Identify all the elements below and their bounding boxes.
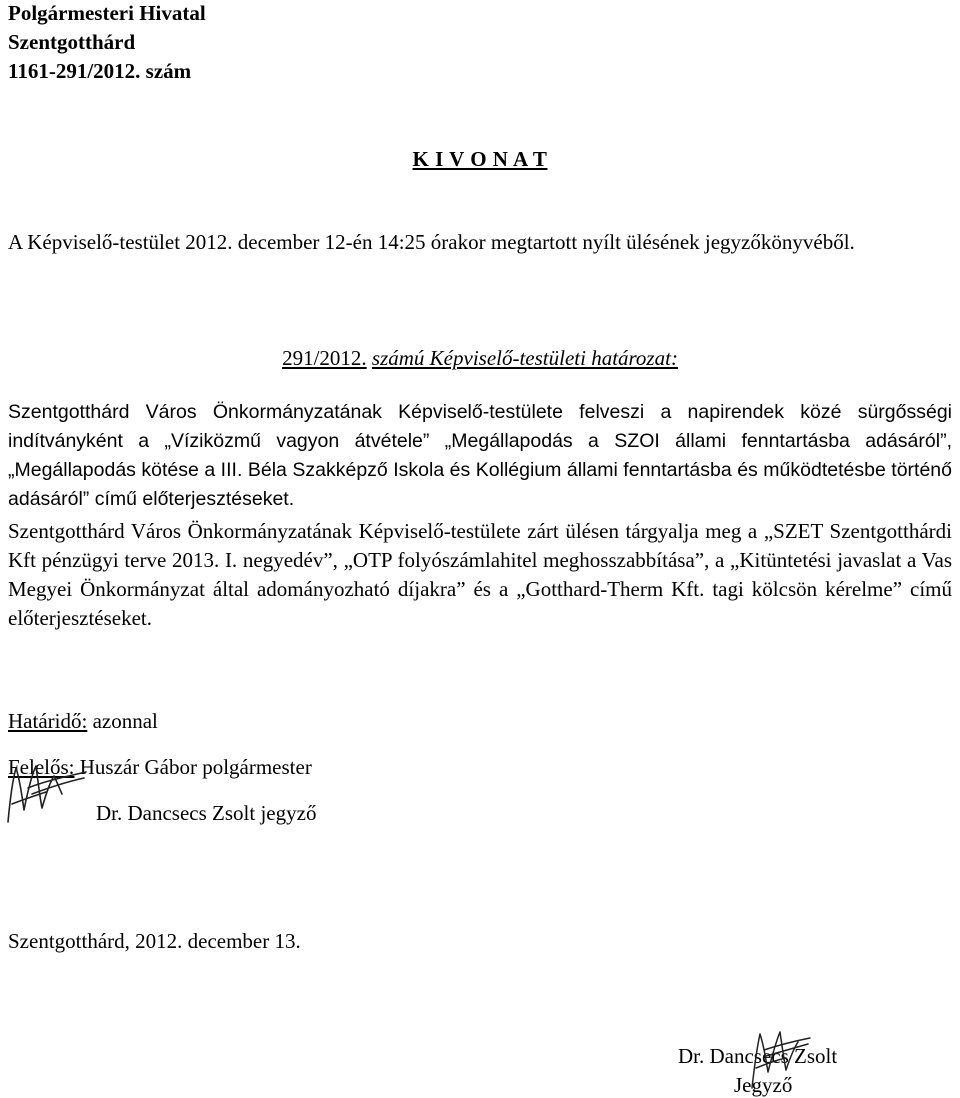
office-name: Polgármesteri Hivatal (8, 1, 206, 25)
responsible-label: Felelős: (8, 755, 75, 779)
resolution-heading (0, 346, 960, 371)
deadline-line (8, 708, 158, 734)
city-name: Szentgotthárd (8, 30, 136, 54)
intro-paragraph: A Képviselő-testület 2012. december 12-én 14:25 órakor megtartott nyílt ülésének jegyzőkönyvéből. (8, 230, 855, 254)
responsible-value: Huszár Gábor polgármester (79, 755, 312, 779)
responsible-line (8, 754, 312, 780)
resolution-paragraph-2: Szentgotthárd Város Önkormányzatának Képviselő-testülete zárt ülésen tárgyalja meg a „SZET Szentgotthárdi Kft pénzügyi terve 2013. I. negyedév”, „OTP folyószámlahitel meghosszabbítása”, a „Kitüntetési javaslat a Vas Megyei Önkormányzat által adományozható díjakra” és a „Gotthard-Therm Kft. tagi kölcsön kérelme” című előterjesztéseket. (8, 519, 952, 630)
document-title: K I V O N A T (412, 147, 548, 171)
signatory-role: Jegyző (734, 1073, 793, 1097)
resolution-title: számú Képviselő-testületi határozat: (371, 346, 678, 370)
deadline-label: Határidő: (8, 709, 88, 733)
deadline-value: azonnal (92, 709, 158, 733)
resolution-number: 291/2012. (282, 346, 367, 370)
resolution-paragraph-1: Szentgotthárd Város Önkormányzatának Képviselő-testülete felveszi a napirendek közé sürgősségi indítványként a „Víziközmű vagyon átvétele” „Megállapodás a SZOI állami fenntartásba adásáról”, „Megállapodás kötése a III. Béla Szakképző Iskola és Kollégium állami fenntartásba és működtetésbe történő adásáról” című előterjesztéseket. (8, 401, 952, 510)
responsible-second: Dr. Dancsecs Zsolt jegyző (96, 801, 317, 825)
signatory-name: Dr. Dancsecs Zsolt (678, 1044, 838, 1068)
reference-number: 1161-291/2012. szám (8, 59, 192, 83)
place-date: Szentgotthárd, 2012. december 13. (8, 929, 301, 953)
